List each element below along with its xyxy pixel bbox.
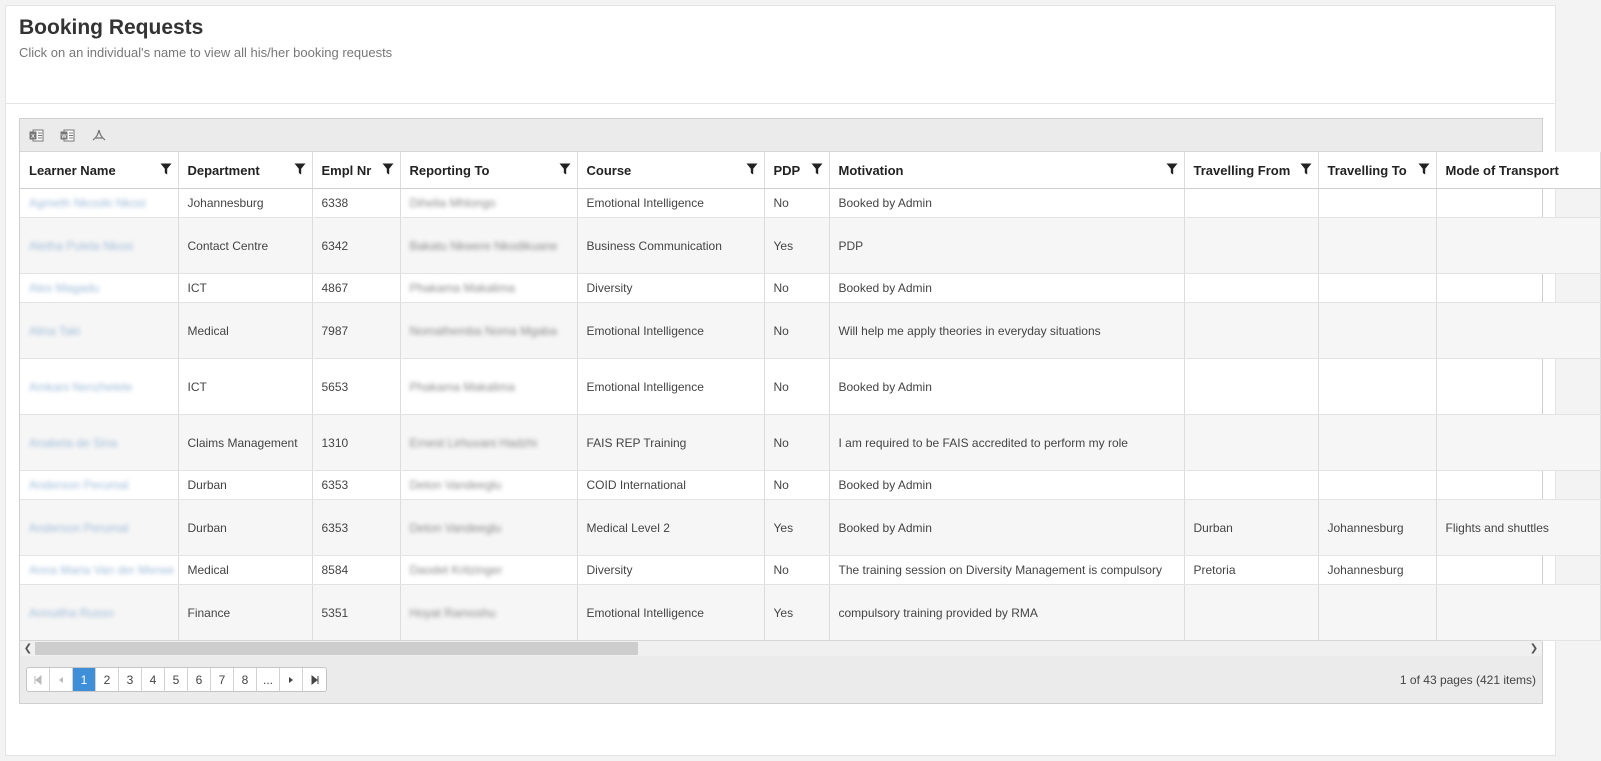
prev-page-icon[interactable] xyxy=(50,668,73,691)
table-row[interactable] xyxy=(20,415,1600,471)
cell-empl xyxy=(312,500,400,556)
cell-name[interactable] xyxy=(20,303,178,359)
cell-value: 8584 xyxy=(321,563,349,577)
cell-value: Medical xyxy=(187,323,229,338)
cell-value: Booked by Admin xyxy=(838,196,932,210)
horizontal-scrollbar[interactable] xyxy=(20,640,1542,656)
cell-empl xyxy=(312,359,400,415)
cell-value: No xyxy=(773,323,789,338)
cell-value: Emotional Intelligence xyxy=(586,323,704,338)
filter-icon[interactable] xyxy=(811,163,823,175)
cell-department xyxy=(178,415,312,471)
scrollbar-thumb[interactable] xyxy=(35,642,638,655)
next-page-icon[interactable] xyxy=(280,668,303,691)
cell-reporting xyxy=(400,556,577,585)
cell-pdp xyxy=(764,189,829,218)
cell-value: Booked by Admin xyxy=(838,520,932,535)
cell-reporting xyxy=(400,274,577,303)
scroll-left-icon[interactable]: ❮ xyxy=(23,643,33,654)
column-header-2[interactable] xyxy=(312,152,400,189)
column-header-label: Travelling To xyxy=(1327,162,1407,178)
cell-mode xyxy=(1436,415,1600,471)
cell-name[interactable] xyxy=(20,218,178,274)
cell-value: Booked by Admin xyxy=(838,281,932,295)
reporting-to-name: Dihelia Mhlongo xyxy=(409,196,496,210)
column-header-5[interactable] xyxy=(764,152,829,189)
cell-mode xyxy=(1436,471,1600,500)
cell-empl xyxy=(312,585,400,641)
reporting-to-name: Deton Vandeeglu xyxy=(409,520,502,535)
cell-value: Finance xyxy=(187,605,231,620)
cell-reporting xyxy=(400,471,577,500)
cell-from xyxy=(1184,274,1318,303)
cell-to xyxy=(1318,218,1436,274)
cell-to xyxy=(1318,274,1436,303)
reporting-to-name: Phakama Makalima xyxy=(409,281,515,295)
cell-value: No xyxy=(773,563,789,577)
cell-motivation xyxy=(829,471,1184,500)
column-header-1[interactable] xyxy=(178,152,312,189)
table-row[interactable] xyxy=(20,274,1600,303)
cell-from xyxy=(1184,500,1318,556)
cell-empl xyxy=(312,189,400,218)
column-header-label: Department xyxy=(187,162,260,178)
pager xyxy=(20,656,1542,703)
page-button-5[interactable]: 5 xyxy=(165,668,188,691)
column-header-7[interactable] xyxy=(1184,152,1318,189)
booking-grid xyxy=(19,118,1559,704)
table-body xyxy=(20,189,1600,641)
cell-pdp xyxy=(764,471,829,500)
learner-name-link[interactable]: Aletha Pulela Nkosi xyxy=(29,238,134,253)
cell-pdp xyxy=(764,274,829,303)
cell-empl xyxy=(312,415,400,471)
table-row[interactable] xyxy=(20,585,1600,641)
cell-value: Medical xyxy=(187,563,229,577)
cell-pdp xyxy=(764,556,829,585)
cell-value: Durban xyxy=(187,520,227,535)
cell-motivation xyxy=(829,415,1184,471)
cell-value: Pretoria xyxy=(1193,563,1236,577)
cell-course xyxy=(577,585,764,641)
table-row[interactable] xyxy=(20,359,1600,415)
reporting-to-name: Hoyat Ramoshu xyxy=(409,605,496,620)
cell-department xyxy=(178,471,312,500)
cell-motivation xyxy=(829,359,1184,415)
cell-department xyxy=(178,585,312,641)
cell-name[interactable] xyxy=(20,556,178,585)
cell-department xyxy=(178,274,312,303)
cell-value: No xyxy=(773,281,789,295)
cell-name[interactable] xyxy=(20,415,178,471)
cell-department xyxy=(178,303,312,359)
cell-from xyxy=(1184,218,1318,274)
cell-empl xyxy=(312,556,400,585)
cell-reporting xyxy=(400,303,577,359)
cell-to xyxy=(1318,303,1436,359)
cell-value: Business Communication xyxy=(586,238,722,253)
cell-value: FAIS REP Training xyxy=(586,435,687,450)
page-title: Booking Requests xyxy=(19,16,204,39)
cell-course xyxy=(577,500,764,556)
cell-motivation xyxy=(829,218,1184,274)
learner-name-link[interactable]: Anderson Perumal xyxy=(29,478,129,492)
column-header-3[interactable] xyxy=(400,152,577,189)
cell-name[interactable] xyxy=(20,189,178,218)
table-row[interactable] xyxy=(20,218,1600,274)
cell-name[interactable] xyxy=(20,274,178,303)
svg-text:w: w xyxy=(61,131,67,140)
filter-icon[interactable] xyxy=(382,163,394,175)
reporting-to-name: Daodet Kritzinger xyxy=(409,563,503,577)
cell-motivation xyxy=(829,189,1184,218)
cell-reporting xyxy=(400,415,577,471)
reporting-to-name: Bakatu Nkwere Nkodikuane xyxy=(409,238,558,253)
cell-value: Durban xyxy=(187,478,227,492)
cell-course xyxy=(577,471,764,500)
filter-icon[interactable] xyxy=(559,163,571,175)
cell-value: Johannesburg xyxy=(187,196,264,210)
cell-to xyxy=(1318,556,1436,585)
page-button-9[interactable]: ... xyxy=(257,668,280,691)
learner-name-link[interactable]: Anna Maria Van der Merwe xyxy=(29,563,175,577)
table-row[interactable] xyxy=(20,500,1600,556)
cell-value: Medical Level 2 xyxy=(586,520,670,535)
cell-value: 4867 xyxy=(321,281,349,295)
cell-value: Emotional Intelligence xyxy=(586,196,704,210)
column-header-label: Travelling From xyxy=(1193,162,1291,178)
cell-to xyxy=(1318,415,1436,471)
cell-pdp xyxy=(764,218,829,274)
cell-value: Yes xyxy=(773,605,794,620)
cell-value: PDP xyxy=(838,238,864,253)
cell-value: Johannesburg xyxy=(1327,520,1404,535)
excel-export-icon[interactable] xyxy=(28,128,45,143)
cell-reporting xyxy=(400,218,577,274)
cell-to xyxy=(1318,189,1436,218)
filter-icon[interactable] xyxy=(160,163,172,175)
cell-motivation xyxy=(829,556,1184,585)
cell-mode xyxy=(1436,274,1600,303)
cell-value: 7987 xyxy=(321,323,349,338)
filter-icon[interactable] xyxy=(294,163,306,175)
cell-mode xyxy=(1436,218,1600,274)
cell-name[interactable] xyxy=(20,500,178,556)
cell-reporting xyxy=(400,585,577,641)
cell-course xyxy=(577,415,764,471)
cell-reporting xyxy=(400,189,577,218)
filter-icon[interactable] xyxy=(1166,163,1178,175)
cell-from xyxy=(1184,359,1318,415)
table-row[interactable] xyxy=(20,556,1600,585)
cell-value: ICT xyxy=(187,281,207,295)
table-row[interactable] xyxy=(20,189,1600,218)
learner-name-link[interactable]: Agmeth Nkosiki Nkosi xyxy=(29,196,146,210)
cell-value: 5653 xyxy=(321,379,349,394)
cell-value: Diversity xyxy=(586,563,633,577)
cell-course xyxy=(577,189,764,218)
page-button-1[interactable]: 1 xyxy=(73,668,96,691)
cell-value: Contact Centre xyxy=(187,238,269,253)
cell-value: 5351 xyxy=(321,605,349,620)
word-export-icon[interactable] xyxy=(59,128,76,143)
cell-pdp xyxy=(764,585,829,641)
cell-value: No xyxy=(773,478,789,492)
cell-name[interactable] xyxy=(20,471,178,500)
cell-course xyxy=(577,359,764,415)
cell-empl xyxy=(312,303,400,359)
cell-reporting xyxy=(400,500,577,556)
cell-department xyxy=(178,359,312,415)
cell-value: Yes xyxy=(773,238,794,253)
learner-name-link[interactable]: Alina Taki xyxy=(29,323,81,338)
column-header-4[interactable] xyxy=(577,152,764,189)
cell-mode xyxy=(1436,556,1600,585)
cell-mode xyxy=(1436,500,1600,556)
cell-empl xyxy=(312,471,400,500)
cell-empl xyxy=(312,218,400,274)
cell-value: No xyxy=(773,196,789,210)
svg-text:x: x xyxy=(30,131,36,140)
cell-value: 6353 xyxy=(321,520,349,535)
table-row[interactable] xyxy=(20,471,1600,500)
cell-value: Emotional Intelligence xyxy=(586,379,704,394)
cell-value: ICT xyxy=(187,379,207,394)
cell-name[interactable] xyxy=(20,359,178,415)
cell-to xyxy=(1318,500,1436,556)
cell-value: 6342 xyxy=(321,238,349,253)
cell-mode xyxy=(1436,585,1600,641)
cell-to xyxy=(1318,471,1436,500)
learner-name-link[interactable]: Annuitha Russo xyxy=(29,605,114,620)
column-header-label: Empl Nr xyxy=(321,162,372,178)
filter-icon[interactable] xyxy=(1300,163,1312,175)
cell-value: Flights and shuttles xyxy=(1445,520,1549,535)
cell-motivation xyxy=(829,303,1184,359)
learner-name-link[interactable]: Anabela de Sina xyxy=(29,435,118,450)
cell-value: compulsory training provided by RMA xyxy=(838,605,1038,620)
cell-value: COID International xyxy=(586,478,686,492)
cell-department xyxy=(178,189,312,218)
reporting-to-name: Deton Vandeeglu xyxy=(409,478,502,492)
column-header-label: Motivation xyxy=(838,162,904,178)
cell-from xyxy=(1184,415,1318,471)
reporting-to-name: Nomathemba Noma Mgaba xyxy=(409,323,557,338)
cell-value: No xyxy=(773,435,789,450)
last-page-icon[interactable] xyxy=(303,668,326,691)
cell-value: 1310 xyxy=(321,435,349,450)
cell-value: The training session on Diversity Management is compulsory xyxy=(838,563,1162,577)
pager-info: 1 of 43 pages (421 items) xyxy=(1399,672,1536,687)
cell-value: 6338 xyxy=(321,196,349,210)
cell-value: Will help me apply theories in everyday situations xyxy=(838,323,1101,338)
cell-value: Durban xyxy=(1193,520,1233,535)
cell-value: Yes xyxy=(773,520,794,535)
cell-course xyxy=(577,274,764,303)
cell-empl xyxy=(312,274,400,303)
page-button-3[interactable]: 3 xyxy=(119,668,142,691)
column-header-label: Learner Name xyxy=(29,162,116,178)
column-header-label: Mode of Transport xyxy=(1445,162,1559,178)
column-header-9[interactable] xyxy=(1436,152,1600,189)
learner-name-link[interactable]: Amkani Nenzhelele xyxy=(29,379,133,394)
cell-mode xyxy=(1436,359,1600,415)
cell-from xyxy=(1184,471,1318,500)
cell-mode xyxy=(1436,303,1600,359)
pager-buttons xyxy=(26,667,327,692)
cell-value: Booked by Admin xyxy=(838,478,932,492)
cell-to xyxy=(1318,585,1436,641)
cell-course xyxy=(577,556,764,585)
cell-motivation xyxy=(829,274,1184,303)
cell-name[interactable] xyxy=(20,585,178,641)
cell-value: Diversity xyxy=(586,281,633,295)
table-viewport[interactable] xyxy=(20,152,1559,640)
cell-department xyxy=(178,500,312,556)
cell-course xyxy=(577,303,764,359)
column-header-8[interactable] xyxy=(1318,152,1436,189)
filter-icon[interactable] xyxy=(746,163,758,175)
learner-name-link[interactable]: Alex Magadu xyxy=(29,281,100,295)
page-button-6[interactable]: 6 xyxy=(188,668,211,691)
page-subtitle: Click on an individual's name to view all his/her booking requests xyxy=(19,45,393,60)
booking-requests-panel xyxy=(5,5,1559,756)
cell-from xyxy=(1184,585,1318,641)
cell-pdp xyxy=(764,500,829,556)
column-header-label: Course xyxy=(586,162,632,178)
cell-to xyxy=(1318,359,1436,415)
table-row[interactable] xyxy=(20,303,1600,359)
filter-icon[interactable] xyxy=(1418,163,1430,175)
page-button-4[interactable]: 4 xyxy=(142,668,165,691)
cell-value: Johannesburg xyxy=(1327,563,1404,577)
column-header-label: Reporting To xyxy=(409,162,490,178)
cell-department xyxy=(178,218,312,274)
cell-reporting xyxy=(400,359,577,415)
cell-value: Claims Management xyxy=(187,435,298,450)
page-button-2[interactable]: 2 xyxy=(96,668,119,691)
pdf-export-icon[interactable] xyxy=(90,128,107,143)
cell-value: Emotional Intelligence xyxy=(586,605,704,620)
cell-from xyxy=(1184,189,1318,218)
first-page-icon[interactable] xyxy=(27,668,50,691)
cell-value: No xyxy=(773,379,789,394)
booking-table xyxy=(20,152,1601,641)
cell-from xyxy=(1184,556,1318,585)
cell-from xyxy=(1184,303,1318,359)
cell-department xyxy=(178,556,312,585)
cell-pdp xyxy=(764,303,829,359)
cell-value: 6353 xyxy=(321,478,349,492)
cell-value: Booked by Admin xyxy=(838,379,932,394)
learner-name-link[interactable]: Anderson Perumal xyxy=(29,520,129,535)
page-button-7[interactable]: 7 xyxy=(211,668,234,691)
cell-value: I am required to be FAIS accredited to perform my role xyxy=(838,435,1128,450)
column-header-0[interactable] xyxy=(20,152,178,189)
scroll-right-icon[interactable]: ❯ xyxy=(1529,643,1539,654)
reporting-to-name: Phakama Makalima xyxy=(409,379,515,394)
panel-header xyxy=(6,6,1555,104)
cell-course xyxy=(577,218,764,274)
reporting-to-name: Ernest Lirhuvani Hadzhi xyxy=(409,435,537,450)
cell-pdp xyxy=(764,415,829,471)
cell-motivation xyxy=(829,500,1184,556)
cell-motivation xyxy=(829,585,1184,641)
cell-mode xyxy=(1436,189,1600,218)
column-header-6[interactable] xyxy=(829,152,1184,189)
column-header-label: PDP xyxy=(773,162,801,178)
page-button-8[interactable]: 8 xyxy=(234,668,257,691)
grid-toolbar xyxy=(20,119,1542,152)
cell-pdp xyxy=(764,359,829,415)
header-row xyxy=(20,152,1600,189)
